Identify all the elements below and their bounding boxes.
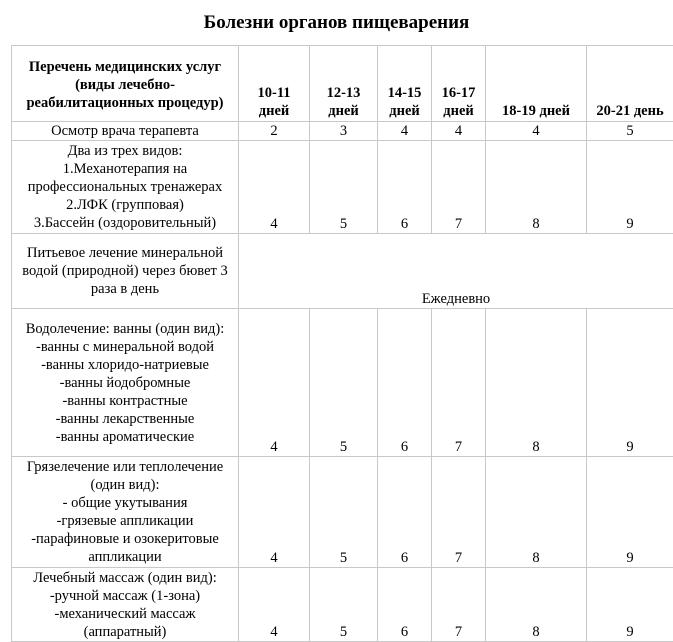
value-cell: 4 xyxy=(378,122,432,141)
table-row xyxy=(12,234,673,309)
service-cell: Питьевое лечение минеральной водой (природной) через бювет 3 раза в день xyxy=(12,234,239,309)
value-cell: 5 xyxy=(310,141,378,234)
value-cell: 3 xyxy=(310,122,378,141)
value-cell: 7 xyxy=(432,309,486,457)
service-cell: Лечебный массаж (один вид): -ручной массаж (1-зона) -механический массаж (аппаратный) xyxy=(12,568,239,642)
value-cell: 7 xyxy=(432,141,486,234)
value-cell: 6 xyxy=(378,141,432,234)
value-cell: 9 xyxy=(587,141,673,234)
value-cell: 4 xyxy=(239,141,310,234)
header-service: Перечень медицинских услуг (виды лечебно-реабилитационных процедур) xyxy=(12,46,239,122)
value-cell: 4 xyxy=(486,122,587,141)
value-cell: 4 xyxy=(432,122,486,141)
table-row xyxy=(12,309,673,457)
value-cell: 5 xyxy=(310,309,378,457)
value-cell: 8 xyxy=(486,141,587,234)
merged-value-cell: Ежедневно xyxy=(239,234,673,309)
header-day: 20-21 день xyxy=(587,46,673,122)
table-row xyxy=(12,568,673,642)
services-table xyxy=(11,45,673,642)
value-cell: 6 xyxy=(378,457,432,568)
header-day: 18-19 дней xyxy=(486,46,587,122)
header-row xyxy=(12,46,673,122)
value-cell: 5 xyxy=(310,457,378,568)
header-day: 12-13 дней xyxy=(310,46,378,122)
table-row xyxy=(12,141,673,234)
value-cell: 4 xyxy=(239,309,310,457)
value-cell: 9 xyxy=(587,457,673,568)
value-cell: 8 xyxy=(486,309,587,457)
value-cell: 9 xyxy=(587,309,673,457)
value-cell: 6 xyxy=(378,568,432,642)
header-day: 10-11 дней xyxy=(239,46,310,122)
value-cell: 9 xyxy=(587,568,673,642)
header-day: 14-15 дней xyxy=(378,46,432,122)
value-cell: 5 xyxy=(310,568,378,642)
value-cell: 7 xyxy=(432,568,486,642)
value-cell: 4 xyxy=(239,568,310,642)
value-cell: 2 xyxy=(239,122,310,141)
table-row xyxy=(12,457,673,568)
service-cell: Водолечение: ванны (один вид): -ванны с минеральной водой -ванны хлоридо-натриевые -ванны йодобромные -ванны контрастные -ванны лекарственные -ванны ароматические xyxy=(12,309,239,457)
value-cell: 8 xyxy=(486,457,587,568)
value-cell: 4 xyxy=(239,457,310,568)
service-cell: Грязелечение или теплолечение (один вид): - общие укутывания -грязевые аппликации -парафиновые и озокеритовые аппликации xyxy=(12,457,239,568)
header-day: 16-17 дней xyxy=(432,46,486,122)
table-row xyxy=(12,122,673,141)
value-cell: 7 xyxy=(432,457,486,568)
service-cell: Осмотр врача терапевта xyxy=(12,122,239,141)
value-cell: 6 xyxy=(378,309,432,457)
page-title: Болезни органов пищеварения xyxy=(203,12,470,33)
value-cell: 8 xyxy=(486,568,587,642)
service-cell: Два из трех видов: 1.Механотерапия на профессиональных тренажерах 2.ЛФК (групповая) 3.Бассейн (оздоровительный) xyxy=(12,141,239,234)
value-cell: 5 xyxy=(587,122,673,141)
